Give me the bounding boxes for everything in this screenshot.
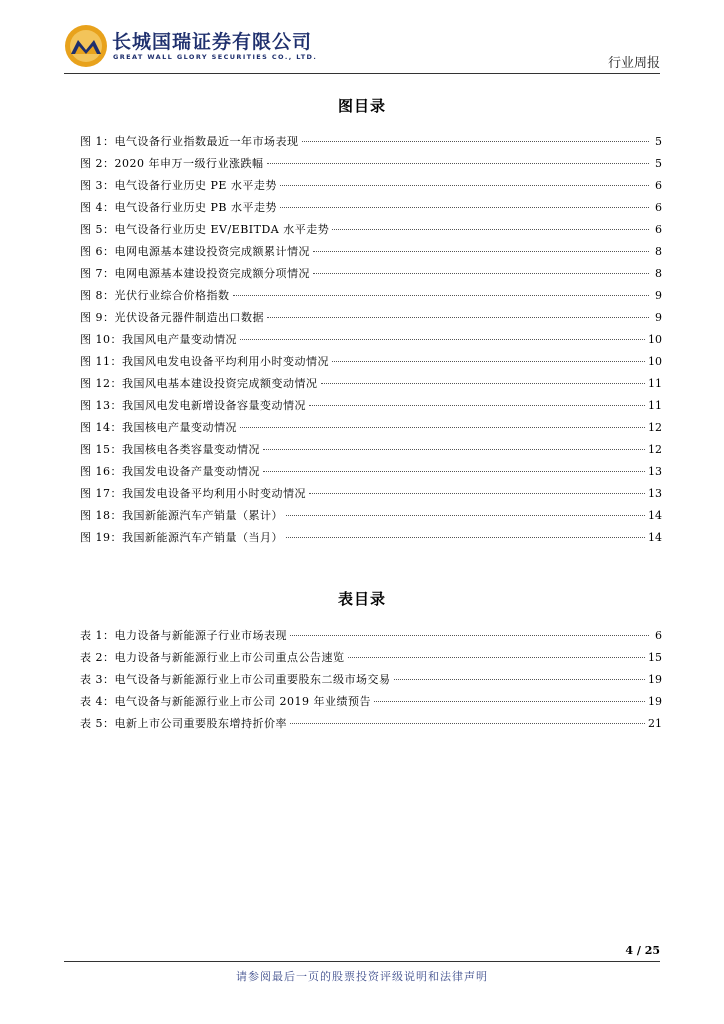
toc-entry-label: 图 9：光伏设备元器件制造出口数据 [80, 311, 264, 324]
toc-entry[interactable] [80, 175, 662, 197]
toc-entry-label: 图 3：电气设备行业历史 PE 水平走势 [80, 179, 277, 192]
toc-entry-label: 图 11：我国风电发电设备平均利用小时变动情况 [80, 355, 329, 368]
toc-dot-leader [394, 679, 646, 680]
toc-entry-label: 图 13：我国风电发电新增设备容量变动情况 [80, 399, 306, 412]
toc-entry-label: 图 2：2020 年申万一级行业涨跌幅 [80, 157, 264, 170]
toc-entry-label: 图 12：我国风电基本建设投资完成额变动情况 [80, 377, 318, 390]
toc-entry-label: 图 17：我国发电设备平均利用小时变动情况 [80, 487, 306, 500]
toc-entry-label: 图 16：我国发电设备产量变动情况 [80, 465, 260, 478]
toc-entry[interactable] [80, 527, 662, 549]
toc-entry[interactable] [80, 395, 662, 417]
toc-entry-page: 15 [648, 651, 662, 664]
toc-dot-leader [309, 493, 645, 494]
toc-entry-label: 图 7：电网电源基本建设投资完成额分项情况 [80, 267, 310, 280]
toc-entry-page: 6 [655, 629, 662, 642]
toc-entry-page: 11 [648, 399, 662, 412]
toc-entry[interactable] [80, 461, 662, 483]
company-name-en: GREAT WALL GLORY SECURITIES CO., LTD. [113, 53, 318, 61]
page-counter: 4 / 25 [625, 944, 660, 957]
toc-dot-leader [280, 185, 649, 186]
toc-dot-leader [267, 163, 650, 164]
toc-entry-label: 表 5：电新上市公司重要股东增持折价率 [80, 717, 287, 730]
toc-entry-page: 9 [655, 311, 662, 324]
toc-entry-page: 14 [648, 531, 662, 544]
toc-entry[interactable] [80, 417, 662, 439]
toc-entry-label: 图 5：电气设备行业历史 EV/EBITDA 水平走势 [80, 223, 330, 236]
toc-entry-page: 14 [648, 509, 662, 522]
toc-entry-label: 表 2：电力设备与新能源行业上市公司重点公告速览 [80, 651, 345, 664]
toc-dot-leader [240, 339, 645, 340]
toc-entry[interactable] [80, 263, 662, 285]
toc-entry-label: 图 1：电气设备行业指数最近一年市场表现 [80, 135, 299, 148]
toc-entry[interactable] [80, 285, 662, 307]
toc-dot-leader [302, 141, 650, 142]
toc-entry-label: 表 4：电气设备与新能源行业上市公司 2019 年业绩预告 [80, 695, 371, 708]
toc-entry[interactable] [80, 131, 662, 153]
toc-entry-page: 12 [648, 443, 662, 456]
toc-entry[interactable] [80, 197, 662, 219]
toc-entry-label: 图 15：我国核电各类容量变动情况 [80, 443, 260, 456]
tables-toc-title: 表目录 [337, 590, 386, 608]
toc-dot-leader [313, 251, 649, 252]
toc-entry[interactable] [80, 483, 662, 505]
toc-entry-label: 图 14：我国核电产量变动情况 [80, 421, 237, 434]
toc-entry-page: 19 [648, 673, 662, 686]
toc-entry-page: 10 [648, 333, 662, 346]
footer-disclaimer: 请参阅最后一页的股票投资评级说明和法律声明 [236, 970, 488, 983]
toc-entry-label: 图 4：电气设备行业历史 PB 水平走势 [80, 201, 277, 214]
figures-toc-list [80, 131, 662, 549]
toc-entry[interactable] [80, 329, 662, 351]
toc-entry-page: 9 [655, 289, 662, 302]
toc-dot-leader [321, 383, 646, 384]
toc-entry-page: 19 [648, 695, 662, 708]
toc-entry-label: 图 18：我国新能源汽车产销量（累计） [80, 509, 283, 522]
toc-entry[interactable] [80, 241, 662, 263]
toc-dot-leader [332, 361, 645, 362]
toc-entry-page: 6 [655, 223, 662, 236]
toc-entry[interactable] [80, 669, 662, 691]
toc-entry-page: 8 [655, 245, 662, 258]
company-logo-icon [64, 24, 108, 68]
toc-entry[interactable] [80, 219, 662, 241]
toc-entry-page: 13 [648, 487, 662, 500]
toc-dot-leader [374, 701, 645, 702]
tables-toc-list [80, 625, 662, 735]
toc-entry[interactable] [80, 153, 662, 175]
toc-entry-page: 5 [655, 157, 662, 170]
toc-entry[interactable] [80, 625, 662, 647]
toc-entry-page: 21 [648, 717, 662, 730]
toc-dot-leader [332, 229, 649, 230]
toc-entry[interactable] [80, 439, 662, 461]
toc-entry[interactable] [80, 307, 662, 329]
toc-entry-page: 10 [648, 355, 662, 368]
toc-entry-label: 图 19：我国新能源汽车产销量（当月） [80, 531, 283, 544]
toc-dot-leader [263, 471, 645, 472]
toc-entry[interactable] [80, 691, 662, 713]
toc-entry-page: 6 [655, 201, 662, 214]
toc-dot-leader [313, 273, 649, 274]
toc-entry-page: 12 [648, 421, 662, 434]
toc-entry-page: 5 [655, 135, 662, 148]
toc-dot-leader [267, 317, 649, 318]
toc-dot-leader [286, 515, 645, 516]
toc-entry[interactable] [80, 351, 662, 373]
toc-entry[interactable] [80, 713, 662, 735]
toc-entry-label: 表 3：电气设备与新能源行业上市公司重要股东二级市场交易 [80, 673, 391, 686]
toc-entry-page: 8 [655, 267, 662, 280]
toc-dot-leader [233, 295, 650, 296]
toc-entry-label: 图 10：我国风电产量变动情况 [80, 333, 237, 346]
toc-entry-page: 6 [655, 179, 662, 192]
report-type: 行业周报 [607, 56, 660, 71]
toc-entry-label: 表 1：电力设备与新能源子行业市场表现 [80, 629, 287, 642]
toc-dot-leader [240, 427, 645, 428]
toc-entry[interactable] [80, 373, 662, 395]
toc-entry-page: 11 [648, 377, 662, 390]
company-name-cn: 长城国瑞证券有限公司 [112, 31, 313, 53]
toc-entry-page: 13 [648, 465, 662, 478]
footer-divider [64, 961, 660, 962]
page-header [0, 0, 724, 80]
toc-entry-label: 图 8：光伏行业综合价格指数 [80, 289, 230, 302]
toc-dot-leader [286, 537, 645, 538]
toc-dot-leader [263, 449, 645, 450]
toc-dot-leader [290, 635, 649, 636]
toc-dot-leader [309, 405, 645, 406]
figures-toc-title: 图目录 [337, 97, 386, 115]
toc-dot-leader [280, 207, 649, 208]
toc-dot-leader [290, 723, 645, 724]
toc-entry[interactable] [80, 505, 662, 527]
toc-entry[interactable] [80, 647, 662, 669]
header-divider [64, 73, 660, 74]
toc-dot-leader [348, 657, 646, 658]
toc-entry-label: 图 6：电网电源基本建设投资完成额累计情况 [80, 245, 310, 258]
